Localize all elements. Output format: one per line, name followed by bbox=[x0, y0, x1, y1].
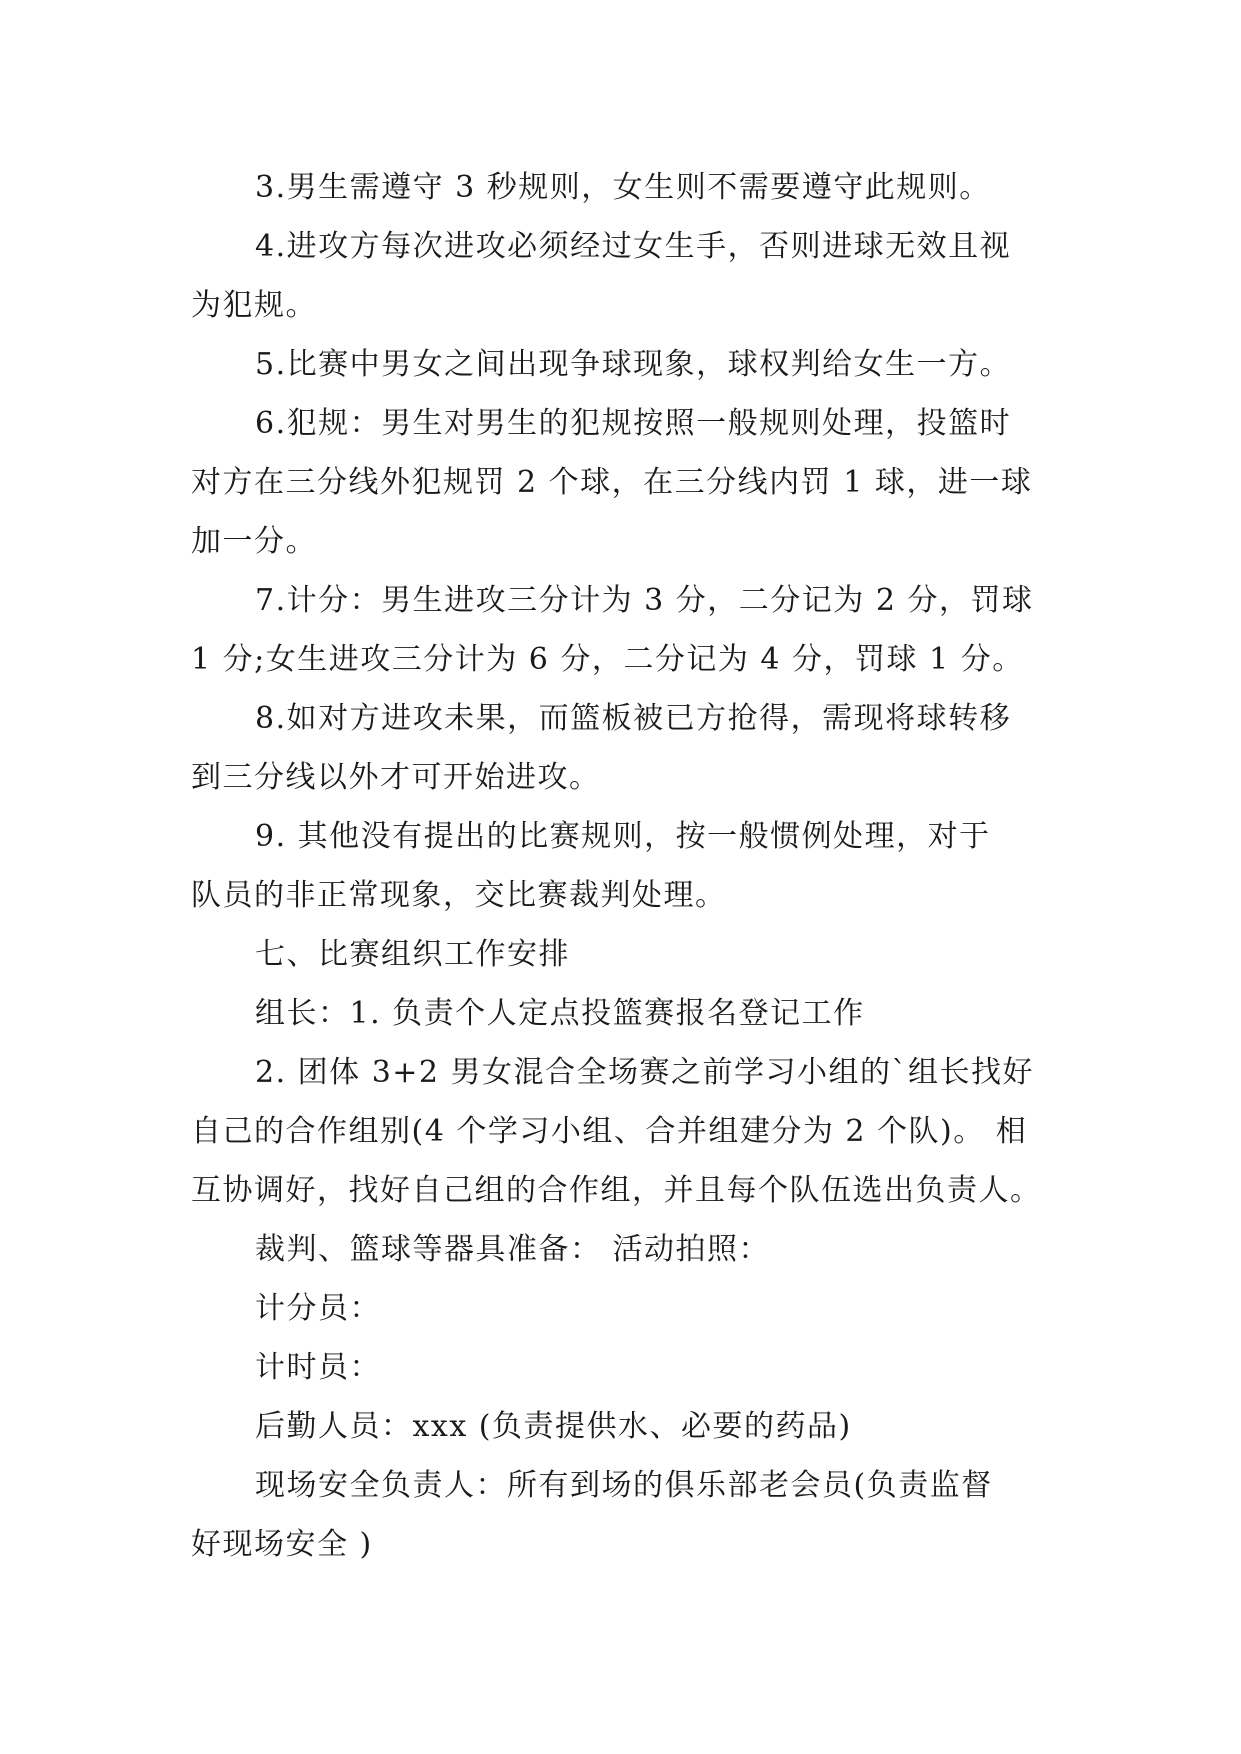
safety-line-1: 现场安全负责人：所有到场的俱乐部老会员(负责监督 bbox=[255, 1468, 993, 1503]
logistics-line: 后勤人员：xxx (负责提供水、必要的药品) bbox=[255, 1409, 852, 1444]
rule-9-line-1: 9. 其他没有提出的比赛规则，按一般惯例处理，对于 bbox=[255, 819, 991, 854]
scorekeeper-line: 计分员： bbox=[255, 1291, 381, 1326]
rule-5-line: 5.比赛中男女之间出现争球现象，球权判给女生一方。 bbox=[255, 347, 1012, 382]
rule-6-line-3: 加一分。 bbox=[191, 524, 317, 559]
rule-6-line-2: 对方在三分线外犯规罚 2 个球，在三分线内罚 1 球，进一球 bbox=[191, 465, 1033, 500]
rule-8-line-2: 到三分线以外才可开始进攻。 bbox=[191, 760, 601, 795]
rule-8-line-1: 8.如对方进攻未果，而篮板被已方抢得，需现将球转移 bbox=[255, 701, 1012, 736]
rule-9-line-2: 队员的非正常现象，交比赛裁判处理。 bbox=[191, 878, 727, 913]
rule-4-line-2: 为犯规。 bbox=[191, 288, 317, 323]
leader-task-2-line-3: 互协调好，找好自己组的合作组，并且每个队伍选出负责人。 bbox=[191, 1173, 1042, 1208]
rule-7-line-1: 7.计分：男生进攻三分计为 3 分，二分记为 2 分，罚球 bbox=[255, 583, 1034, 618]
rule-6-line-1: 6.犯规：男生对男生的犯规按照一般规则处理，投篮时 bbox=[255, 406, 1012, 441]
leader-task-2-line-1: 2. 团体 3+2 男女混合全场赛之前学习小组的`组长找好 bbox=[255, 1055, 1035, 1090]
rule-3-line: 3.男生需遵守 3 秒规则，女生则不需要遵守此规则。 bbox=[255, 170, 991, 205]
leader-task-2-line-2: 自己的合作组别(4 个学习小组、合并组建分为 2 个队)。 相 bbox=[191, 1114, 1028, 1149]
document-body bbox=[191, 158, 1071, 1574]
section-heading: 七、比赛组织工作安排 bbox=[255, 937, 570, 972]
leader-task-1: 组长：1. 负责个人定点投篮赛报名登记工作 bbox=[255, 996, 865, 1031]
referee-equipment-line: 裁判、篮球等器具准备： 活动拍照： bbox=[255, 1232, 771, 1267]
rule-7-line-2: 1 分;女生进攻三分计为 6 分，二分记为 4 分，罚球 1 分。 bbox=[191, 642, 1024, 677]
safety-line-2: 好现场安全 ) bbox=[191, 1527, 373, 1562]
timekeeper-line: 计时员： bbox=[255, 1350, 381, 1385]
rule-4-line-1: 4.进攻方每次进攻必须经过女生手，否则进球无效且视 bbox=[255, 229, 1012, 264]
